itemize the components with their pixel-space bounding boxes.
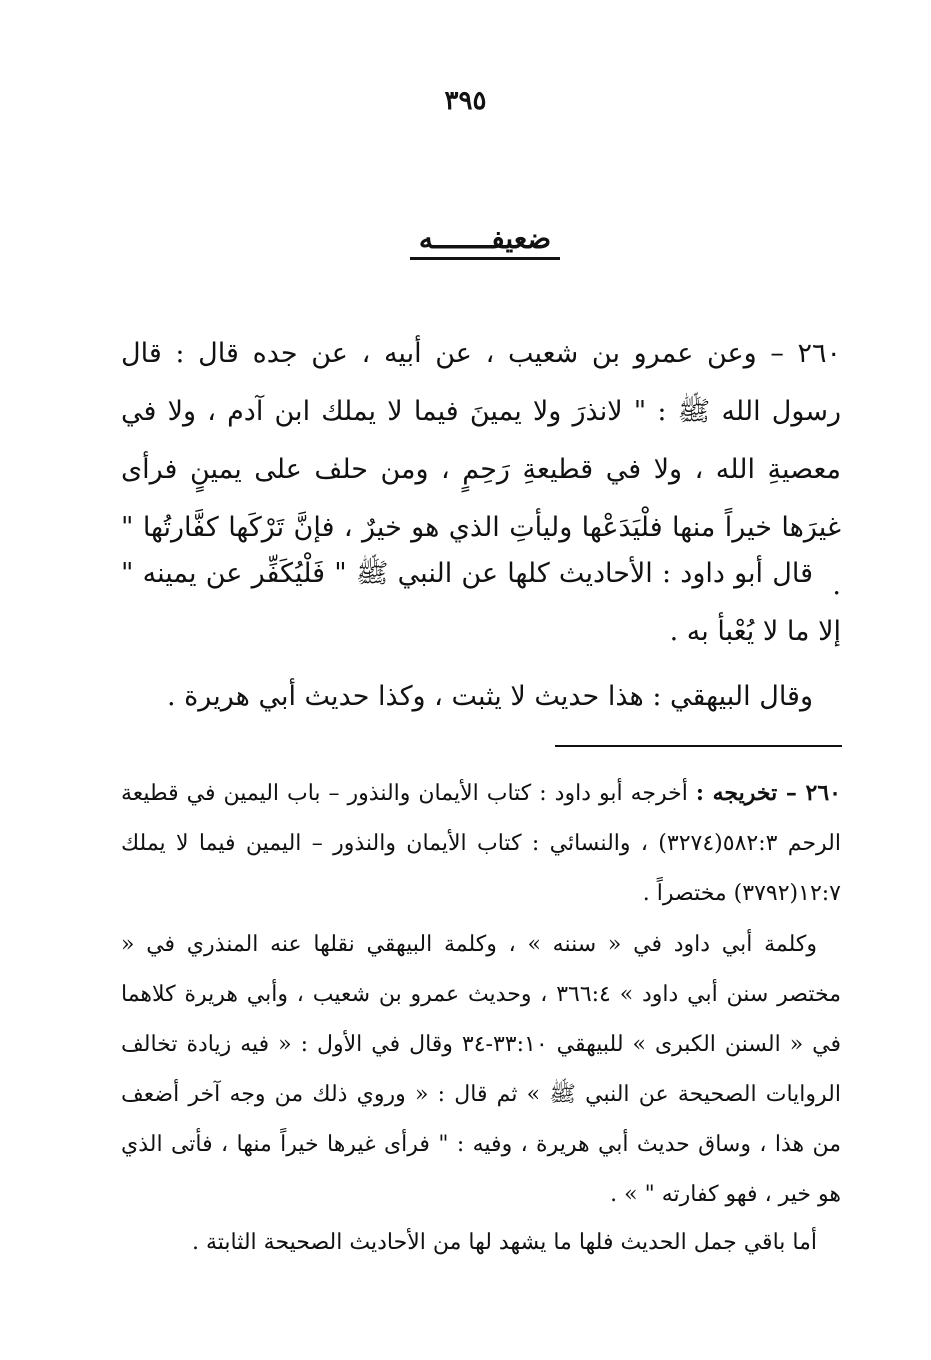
footnote-separator: [555, 745, 842, 747]
footnote-kalima-text: وكلمة أبي داود في « سننه » ، وكلمة البيهقي نقلها عنه المنذري في « مختصر سنن أبي داود » ٣٦٦:٤ ، وحديث عمرو بن شعيب ، وأبي هريرة كلاهما في « السنن الكبرى » للبيهقي ٣٣:١٠-٣٤ وقال في الأول : « فيه زيادة تخالف الروايات الصحيحة عن النبي ﷺ » ثم قال : « وروي ذلك من وجه آخر أضعف من هذا ، وساق حديث أبي هريرة ، وفيه : " فرأى غيرها خيراً منها ، فأتى الذي هو خير ، فهو كفارته " » .: [121, 932, 841, 1207]
footnote-conclusion: [121, 1218, 841, 1268]
footnote-takhrij-label: ٢٦٠ – تخريجه :: [695, 780, 841, 806]
footnote-kalima: [121, 920, 841, 1220]
footnote-takhrij: [121, 768, 841, 919]
bayhaqi-comment-block: [121, 668, 841, 726]
footnote-takhrij-paragraph: [121, 768, 841, 919]
abu-dawud-comment: قال أبو داود : الأحاديث كلها عن النبي ﷺ " فَلْيُكَفِّر عن يمينه " إلا ما لا يُعْبأ به .: [121, 558, 841, 647]
bayhaqi-comment: وقال البيهقي : هذا حديث لا يثبت ، وكذا حديث أبي هريرة .: [167, 681, 813, 712]
page-number: ٣٩٥: [444, 86, 487, 116]
section-heading-text: ضعيفـــــــه: [418, 222, 552, 255]
footnote-conclusion-text: أما باقي جمل الحديث فلها ما يشهد لها من الأحاديث الصحيحة الثابتة .: [191, 1230, 817, 1255]
abu-dawud-comment-block: [121, 545, 841, 661]
hadith-text: ٢٦٠ – وعن عمرو بن شعيب ، عن أبيه ، عن جده قال : قال رسول الله ﷺ : " لانذرَ ولا يمينَ فيما لا يملك ابن آدم ، ولا في معصيةِ الله ، ولا في قطيعةِ رَحِمٍ ، ومن حلف على يمينٍ فرأى غيرَها خيراً منها فلْيَدَعْها وليأتِ الذي هو خيرٌ ، فإنَّ تَرْكَها كفَّارتُها " .: [121, 338, 841, 601]
footnote-takhrij-text: أخرجه أبو داود : كتاب الأيمان والنذور – باب اليمين في قطيعة الرحم ٥٨٢:٣(٣٢٧٤) ، والنسائي : كتاب الأيمان والنذور – اليمين فيما لا يملك ١٢:٧(٣٧٩٢) مختصراً .: [121, 781, 841, 906]
heading-underline: [410, 257, 560, 260]
section-heading: [395, 222, 575, 260]
